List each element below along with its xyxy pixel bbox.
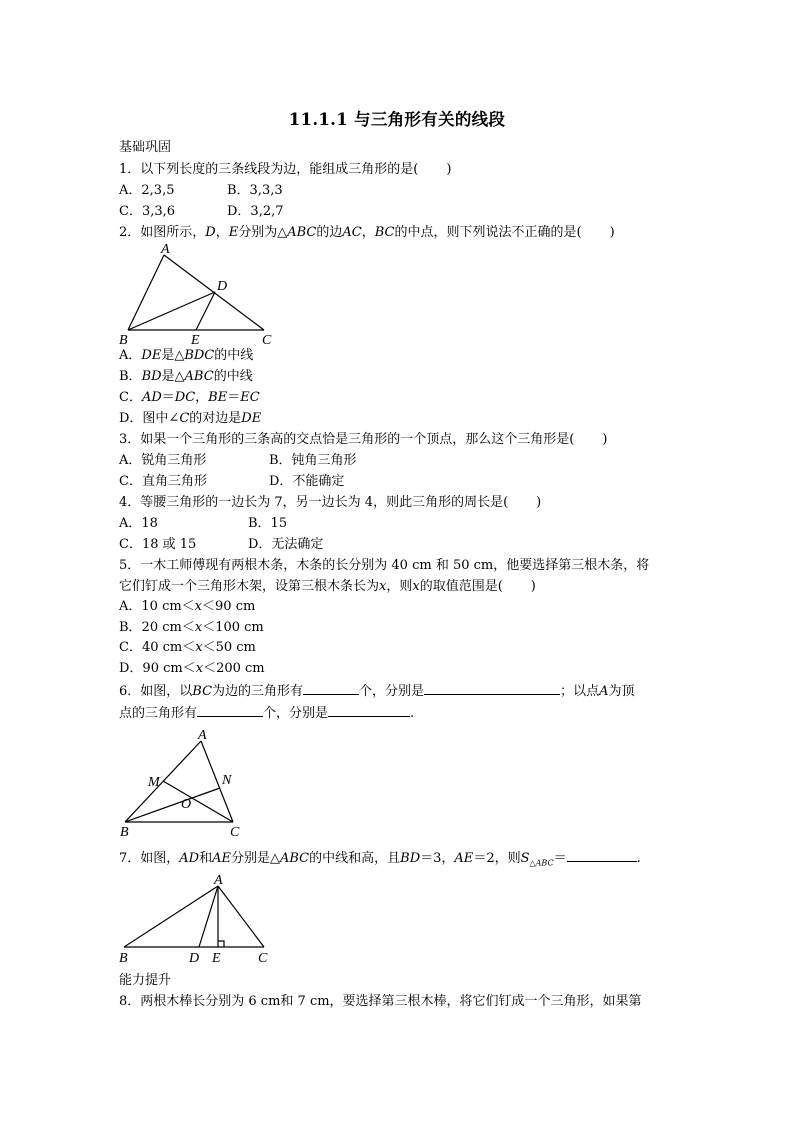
question-2-option-b: B．BD是△ABC的中线: [119, 369, 253, 384]
question-2-stem: 2．如图所示，D，E分别为△ABC的边AC，BC的中点，则下列说法不正确的是( ): [119, 225, 615, 240]
question-5-option-c: C．40 cm＜x＜50 cm: [119, 640, 256, 655]
question-2-option-d: D．图中∠C的对边是DE: [119, 411, 262, 426]
label-o: O: [181, 797, 192, 812]
label-b: B: [119, 951, 128, 966]
label-a: A: [214, 873, 223, 888]
question-1-option-d: D．3,2,7: [227, 204, 284, 219]
label-c: C: [230, 825, 240, 840]
label-c: C: [258, 951, 268, 966]
question-8-stem: 8．两根木棒长分别为 6 cm和 7 cm，要选择第三根木棒，将它们钉成一个三角形，如果第: [119, 994, 642, 1009]
label-e: E: [191, 333, 200, 348]
question-2-option-a: A．DE是△BDC的中线: [119, 348, 254, 363]
label-n: N: [222, 773, 232, 788]
question-5-option-d: D．90 cm＜x＜200 cm: [119, 661, 265, 676]
question-7-stem: 7．如图，AD和AE分别是△ABC的中线和高，且BD＝3，AE＝2，则$S_{\triangle ABC}=$ .: [119, 851, 641, 868]
question-3-option-d: D．不能确定: [269, 474, 345, 489]
question-6-line-1: 6．如图，以BC为边的三角形有 个，分别是 ；以点A为顶: [119, 684, 635, 699]
question-2-option-c: C．AD＝DC，BE＝EC: [119, 390, 260, 405]
question-3-stem: 3．如果一个三角形的三条高的交点恰是三角形的一个顶点，那么这个三角形是( ): [119, 432, 608, 447]
segment-ad: [199, 886, 218, 947]
question-4-option-d: D．无法确定: [248, 537, 324, 552]
question-5-option-a: A．10 cm＜x＜90 cm: [119, 599, 256, 614]
question-4-option-b: B．15: [248, 516, 288, 531]
question-3-option-c: C．直角三角形: [119, 474, 207, 489]
question-5-option-b: B．20 cm＜x＜100 cm: [119, 620, 264, 635]
question-5-stem-line-2: 它们钉成一个三角形木架，设第三根木条长为x，则x的取值范围是( ): [119, 579, 536, 594]
question-4-option-a: A．18: [119, 516, 158, 531]
label-a: A: [198, 728, 207, 743]
question-1-option-b: B．3,3,3: [227, 183, 283, 198]
label-d: D: [217, 279, 228, 294]
label-b: B: [119, 333, 128, 348]
label-e: E: [212, 951, 221, 966]
label-a: A: [161, 242, 170, 257]
question-3-option-b: B．钝角三角形: [269, 453, 357, 468]
question-3-option-a: A．锐角三角形: [119, 453, 207, 468]
segment-ab: [124, 886, 218, 947]
question-4-option-c: C．18 或 15: [119, 537, 197, 552]
question-5-stem-line-1: 5．一木工师傅现有两根木条，木条的长分别为 40 cm 和 50 cm，他要选择第三根木条，将: [119, 558, 650, 573]
page-title: 11.1.1 与三角形有关的线段: [288, 110, 506, 129]
question-6-line-2: 点的三角形有 个，分别是 .: [119, 706, 415, 721]
label-d: D: [189, 951, 200, 966]
right-angle-mark: [218, 941, 224, 947]
question-1-option-c: C．3,3,6: [119, 204, 176, 219]
label-b: B: [120, 825, 129, 840]
section-basic-heading: 基础巩固: [119, 140, 172, 155]
section-advanced-heading: 能力提升: [119, 973, 172, 988]
label-m: M: [148, 775, 160, 790]
segment-ac: [218, 886, 264, 947]
label-c: C: [262, 333, 272, 348]
question-1-option-a: A．2,3,5: [119, 183, 175, 198]
question-4-stem: 4．等腰三角形的一边长为 7，另一边长为 4，则此三角形的周长是( ): [119, 495, 542, 510]
question-1-stem: 1．以下列长度的三条线段为边，能组成三角形的是( ): [119, 162, 452, 177]
